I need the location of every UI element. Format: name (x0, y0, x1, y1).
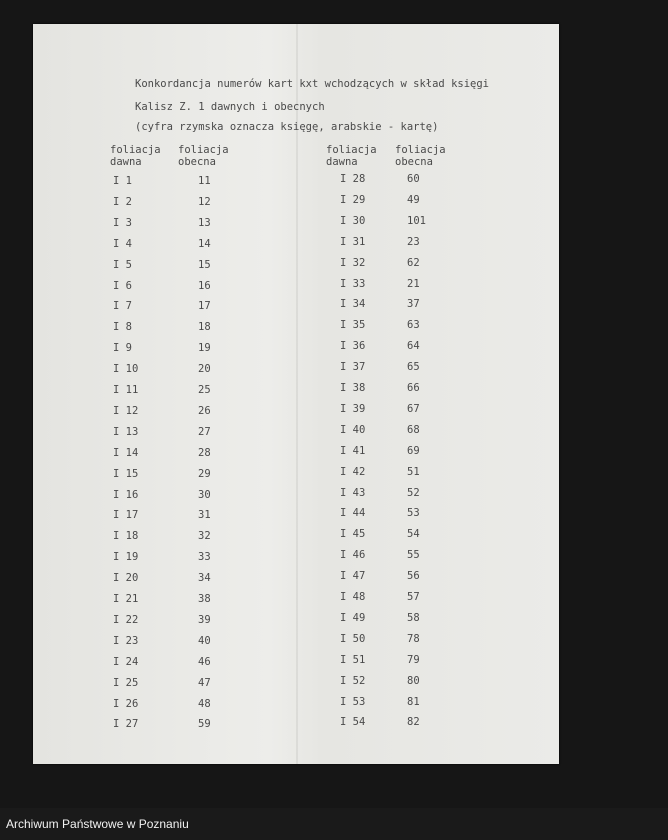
folio-new: 12 (198, 195, 211, 208)
folio-new: 67 (407, 402, 420, 415)
folio-old: I 7 (113, 300, 132, 313)
folio-new: 64 (407, 340, 420, 353)
folio-new: 40 (198, 634, 211, 647)
folio-new: 63 (407, 319, 420, 332)
folio-old: I 15 (113, 467, 139, 480)
folio-new: 32 (198, 530, 211, 543)
folio-old: I 43 (340, 486, 366, 499)
folio-old: I 23 (113, 634, 139, 647)
folio-new: 39 (198, 613, 211, 626)
folio-new: 23 (407, 235, 420, 248)
folio-old: I 37 (340, 361, 366, 374)
folio-new: 37 (407, 298, 420, 311)
folio-old: I 22 (113, 613, 139, 626)
right-col-old-header: foliacja dawna (326, 144, 377, 168)
folio-old: I 27 (113, 718, 139, 731)
folio-old: I 42 (340, 465, 366, 478)
right-col-new-header: foliacja obecna (395, 144, 446, 168)
folio-old: I 34 (340, 298, 366, 311)
folio-new: 54 (407, 528, 420, 541)
folio-old: I 5 (113, 258, 132, 271)
left-col-old-header: foliacja dawna (110, 144, 161, 168)
folio-new: 58 (407, 611, 420, 624)
folio-new: 26 (198, 404, 211, 417)
folio-new: 14 (198, 237, 211, 250)
folio-new: 57 (407, 591, 420, 603)
folio-new: 48 (198, 697, 211, 710)
folio-old: I 31 (340, 235, 366, 248)
folio-new: 29 (198, 467, 211, 480)
folio-new: 21 (407, 277, 420, 290)
folio-new: 34 (198, 572, 211, 585)
archive-footer (0, 808, 668, 840)
folio-old: I 14 (113, 446, 139, 459)
folio-old: I 50 (340, 632, 366, 645)
folio-old: I 11 (113, 384, 139, 396)
folio-new: 47 (198, 676, 211, 689)
page-fold (296, 24, 298, 764)
folio-new: 16 (198, 279, 211, 292)
folio-new: 55 (407, 549, 420, 562)
folio-new: 56 (407, 570, 420, 583)
folio-old: I 12 (113, 404, 139, 417)
folio-new: 19 (198, 342, 211, 355)
doc-title-line-2: Kalisz Z. 1 dawnych i obecnych (135, 101, 325, 113)
doc-title-line-3: (cyfra rzymska oznacza księgę, arabskie - kartę) (135, 121, 439, 133)
folio-old: I 9 (113, 342, 132, 355)
folio-new: 66 (407, 382, 420, 394)
folio-new: 28 (198, 446, 211, 459)
folio-old: I 19 (113, 551, 139, 564)
folio-new: 68 (407, 423, 420, 436)
folio-old: I 20 (113, 572, 139, 585)
doc-title-line-1: Konkordancja numerów kart kxt wchodzących w skład księgi (135, 78, 490, 90)
document-page (33, 24, 559, 764)
folio-old: I 54 (340, 716, 366, 729)
folio-new: 69 (407, 444, 420, 457)
folio-new: 30 (198, 488, 211, 501)
folio-old: I 44 (340, 507, 366, 520)
folio-old: I 21 (113, 593, 139, 605)
folio-old: I 4 (113, 237, 132, 250)
folio-old: I 51 (340, 653, 366, 666)
folio-new: 25 (198, 384, 211, 396)
folio-new: 53 (407, 507, 420, 520)
folio-old: I 1 (113, 175, 132, 187)
folio-old: I 24 (113, 655, 139, 668)
folio-old: I 35 (340, 319, 366, 332)
folio-new: 20 (198, 363, 211, 376)
folio-new: 11 (198, 175, 211, 187)
folio-new: 52 (407, 486, 420, 499)
folio-old: I 6 (113, 279, 132, 292)
folio-new: 80 (407, 674, 420, 687)
folio-old: I 18 (113, 530, 139, 543)
folio-new: 18 (198, 321, 211, 334)
folio-new: 49 (407, 193, 420, 206)
folio-old: I 8 (113, 321, 132, 334)
folio-old: I 25 (113, 676, 139, 689)
folio-old: I 49 (340, 611, 366, 624)
folio-old: I 16 (113, 488, 139, 501)
folio-new: 13 (198, 216, 211, 229)
folio-new: 101 (407, 214, 426, 227)
folio-old: I 48 (340, 591, 366, 603)
folio-old: I 38 (340, 382, 366, 394)
folio-new: 82 (407, 716, 420, 729)
folio-old: I 13 (113, 425, 139, 438)
folio-new: 79 (407, 653, 420, 666)
folio-new: 62 (407, 256, 420, 269)
archive-name: Archiwum Państwowe w Poznaniu (6, 817, 189, 831)
folio-old: I 30 (340, 214, 366, 227)
folio-old: I 26 (113, 697, 139, 710)
folio-new: 31 (198, 509, 211, 522)
folio-old: I 41 (340, 444, 366, 457)
folio-new: 51 (407, 465, 420, 478)
folio-old: I 17 (113, 509, 139, 522)
folio-old: I 40 (340, 423, 366, 436)
folio-old: I 46 (340, 549, 366, 562)
folio-old: I 32 (340, 256, 366, 269)
folio-new: 33 (198, 551, 211, 564)
folio-new: 17 (198, 300, 211, 313)
folio-new: 65 (407, 361, 420, 374)
folio-old: I 33 (340, 277, 366, 290)
folio-old: I 52 (340, 674, 366, 687)
folio-old: I 2 (113, 195, 132, 208)
folio-new: 38 (198, 593, 211, 605)
folio-old: I 29 (340, 193, 366, 206)
folio-old: I 53 (340, 695, 366, 708)
folio-new: 59 (198, 718, 211, 731)
folio-new: 46 (198, 655, 211, 668)
folio-new: 15 (198, 258, 211, 271)
folio-old: I 3 (113, 216, 132, 229)
folio-new: 60 (407, 173, 420, 185)
folio-old: I 39 (340, 402, 366, 415)
folio-old: I 10 (113, 363, 139, 376)
folio-old: I 45 (340, 528, 366, 541)
folio-old: I 36 (340, 340, 366, 353)
folio-old: I 28 (340, 173, 366, 185)
folio-old: I 47 (340, 570, 366, 583)
folio-new: 81 (407, 695, 420, 708)
folio-new: 27 (198, 425, 211, 438)
left-col-new-header: foliacja obecna (178, 144, 229, 168)
folio-new: 78 (407, 632, 420, 645)
